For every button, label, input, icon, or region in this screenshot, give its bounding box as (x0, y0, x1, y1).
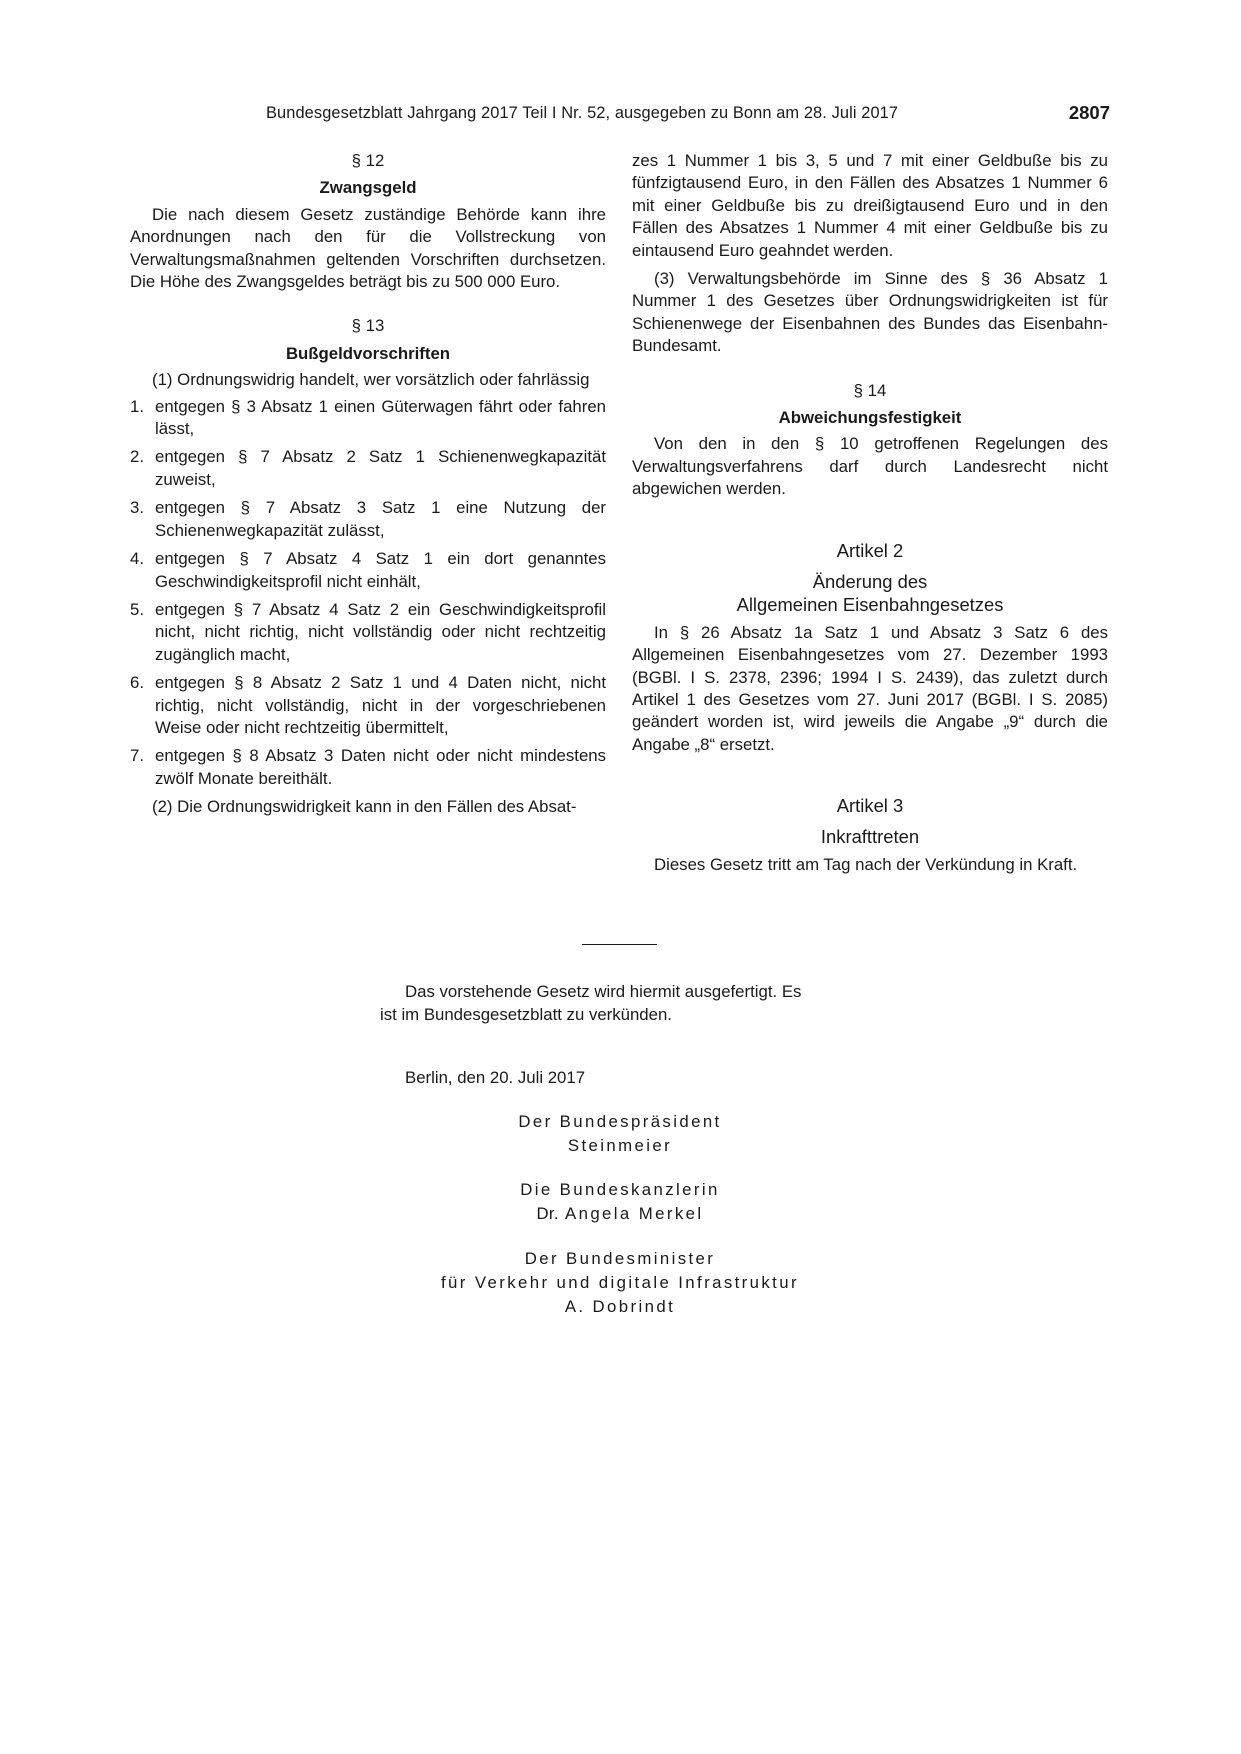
list-item: 3. entgegen § 7 Absatz 3 Satz 1 eine Nutzung der Schienenwegkapazität zulässt, (130, 498, 606, 540)
paragraph-abs2: (2) Die Ordnungswidrigkeit kann in den Fällen des Absat- (152, 797, 577, 817)
signature-block-minister (380, 1247, 860, 1319)
page-number: 2807 (1068, 102, 1110, 123)
paragraph-abs1-intro: (1) Ordnungswidrig handelt, wer vorsätzlich oder fahrlässig (152, 370, 590, 390)
article-3 (632, 794, 1108, 876)
list-item: 4. entgegen § 7 Absatz 4 Satz 1 ein dort genanntes Geschwindigkeitsprofil nicht einhält, (130, 549, 606, 591)
signatory-office: Der Bundespräsident (518, 1112, 722, 1131)
page-header (130, 100, 1110, 126)
paragraph-abs3: (3) Verwaltungsbehörde im Sinne des § 36 Absatz 1 Nummer 1 des Gesetzes über Ordnungswidrigkeiten ist für Schienenwege der Eisenbahnen des Bundes das Eisenbahn-Bundesamt. (632, 269, 1108, 356)
signatory-office: Der Bundesminister (524, 1249, 716, 1268)
list-item: 7. entgegen § 8 Absatz 3 Daten nicht oder nicht mindestens zwölf Monate bereithält. (130, 746, 606, 788)
running-title: Bundesgesetzblatt Jahrgang 2017 Teil I Nr. 52, ausgegeben zu Bonn am 28. Juli 2017 (266, 104, 899, 122)
article-title: Artikel 3 (836, 795, 904, 817)
signatory-office-line2: für Verkehr und digitale Infrastruktur (441, 1273, 799, 1292)
section-number: § 14 (853, 380, 887, 400)
section-title: Bußgeldvorschriften (285, 343, 451, 363)
section-number: § 12 (351, 151, 385, 170)
list-item: 1. entgegen § 3 Absatz 1 einen Güterwagen fährt oder fahren lässt, (130, 396, 606, 439)
offence-list (130, 396, 606, 791)
article-text: Dieses Gesetz tritt am Tag nach der Verkündung in Kraft. (654, 855, 1078, 875)
list-item: 2. entgegen § 7 Absatz 2 Satz 1 Schienenwegkapazität zuweist, (130, 447, 606, 489)
enactment-formula: Das vorstehende Gesetz wird hiermit ausgefertigt. Es ist im Bundesgesetzblatt zu verkünden. (380, 982, 802, 1024)
section-number: § 13 (351, 316, 385, 336)
signatory-name: Dr. Angela Merkel (536, 1204, 704, 1223)
signature-block-president (380, 1110, 860, 1158)
article-subtitle: Änderung des Allgemeinen Eisenbahngesetzes (736, 570, 1004, 615)
section-14 (632, 380, 1108, 501)
section-text: Die nach diesem Gesetz zuständige Behörde kann ihre Anordnungen nach den für die Vollstreckung von Verwaltungsmaßnahmen geltenden Vorschriften durchsetzen. Die Höhe des Zwangsgeldes beträgt bis zu 500 000 Euro. (130, 204, 606, 292)
signatory-office: Die Bundeskanzlerin (520, 1180, 720, 1199)
divider-rule (582, 944, 657, 945)
article-title: Artikel 2 (836, 539, 904, 561)
signature-block-chancellor (380, 1178, 860, 1226)
list-item: 6. entgegen § 8 Absatz 2 Satz 1 und 4 Daten nicht, nicht richtig, nicht vollständig, nicht in der vorgeschriebenen Weise oder nicht rechtzeitig übermittelt, (130, 673, 606, 737)
section-13 (130, 315, 606, 818)
list-item: 5. entgegen § 7 Absatz 4 Satz 2 ein Geschwindigkeitsprofil nicht, nicht richtig, nicht vollständig oder nicht rechtzeitig zugänglich macht, (130, 599, 606, 664)
section-title: Zwangsgeld (319, 178, 417, 198)
section-text: Von den in den § 10 getroffenen Regelungen des Verwaltungsverfahrens darf durch Landesrecht nicht abgewichen werden. (632, 434, 1108, 499)
article-subtitle: Inkrafttreten (820, 826, 920, 848)
signatory-name: Steinmeier (567, 1136, 673, 1155)
article-text: In § 26 Absatz 1a Satz 1 und Absatz 3 Satz 6 des Allgemeinen Eisenbahngesetzes vom 27. Dezember 1993 (BGBl. I S. 2378, 2396; 1994 I S. 2439), das zuletzt durch Artikel 1 des Gesetzes vom 27. Juni 2017 (BGBl. I S. 2085) geändert worden ist, wird jeweils die Angabe „9“ durch die Angabe „8“ ersetzt. (632, 622, 1108, 754)
right-column (632, 150, 1108, 877)
article-2 (632, 539, 1108, 756)
paragraph-abs2-continued: zes 1 Nummer 1 bis 3, 5 und 7 mit einer Geldbuße bis zu fünfzigtausend Euro, in den Fällen des Absatzes 1 Nummer 6 mit einer Geldbuße bis zu dreißigtausend Euro und in den Fällen des Absatzes 1 Nummer 4 mit einer Geldbuße bis zu eintausend Euro geahndet werden. (632, 151, 1108, 260)
left-column (130, 150, 606, 819)
section-12 (130, 150, 606, 293)
signatory-name: A. Dobrindt (564, 1297, 676, 1316)
section-title: Abweichungsfestigkeit (778, 408, 962, 428)
place-date: Berlin, den 20. Juli 2017 (405, 1068, 586, 1087)
